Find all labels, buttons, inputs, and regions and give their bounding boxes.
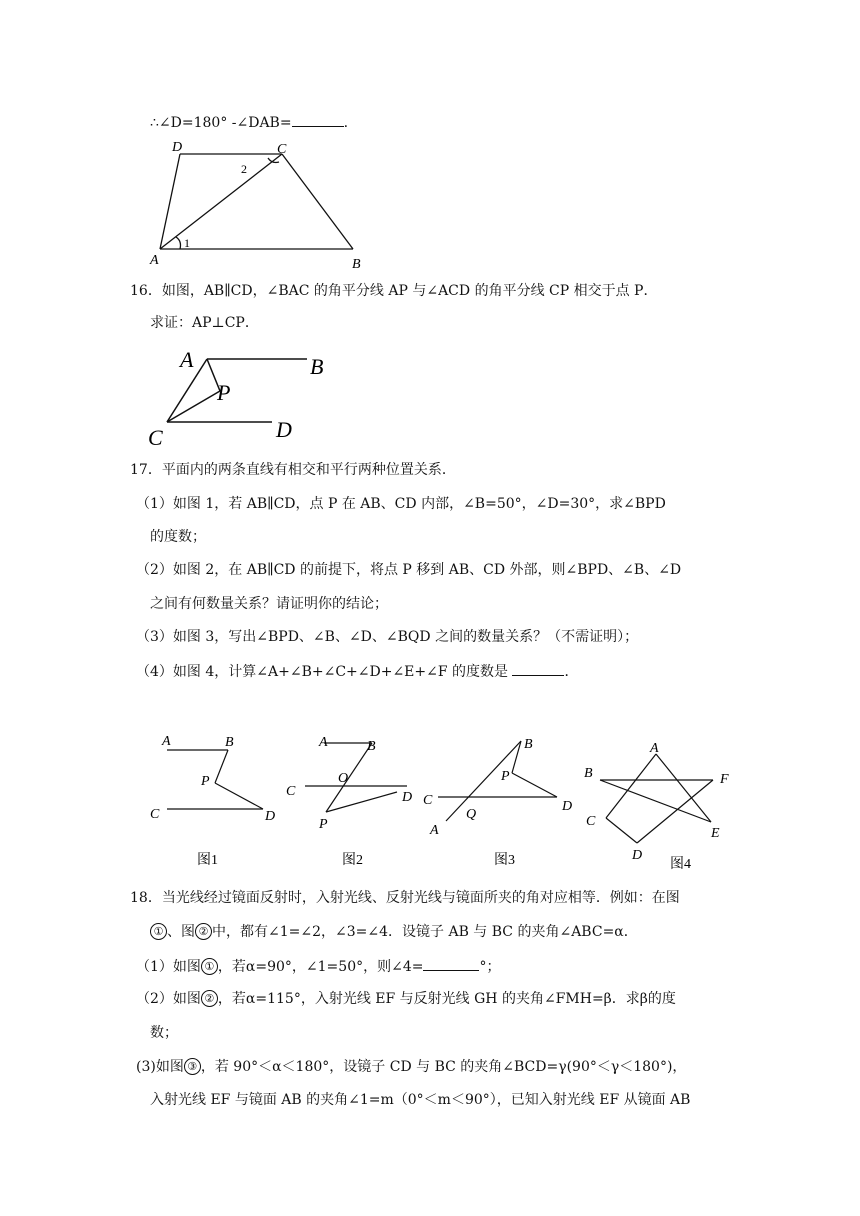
label-D: D [276, 417, 292, 442]
circled-2: ② [201, 990, 218, 1007]
label-C: C [286, 784, 296, 799]
label-A: A [150, 253, 159, 268]
label-A: A [430, 823, 439, 838]
q18-part3: (3)如图 ③ ，若 90°＜α＜180°，设镜子 CD 与 BC 的夹角∠BCD=γ(90°＜γ＜180°)， [136, 1059, 687, 1075]
label-Q: Q [466, 807, 477, 822]
label-B: B [367, 739, 376, 754]
label-D: D [562, 799, 573, 814]
label-C: C [148, 425, 163, 450]
circled-1: ① [201, 958, 218, 975]
caption: 图2 [342, 853, 363, 868]
q17-part1-b: 的度数； [150, 529, 206, 545]
circled-1: ① [150, 923, 167, 940]
q16-proof: 求证：AP⊥CP． [150, 315, 259, 331]
q18-part2: （2）如图 ② ，若α=115°，入射光线 EF 与反射光线 GH 的夹角∠FMH=β．求β的度 [136, 991, 676, 1007]
label-2: 2 [241, 162, 247, 176]
label-E: E [711, 826, 720, 841]
q15-figure [140, 138, 380, 268]
q15-conclusion: ∴∠D=180° -∠DAB= . [150, 112, 348, 133]
label-D: D [172, 140, 183, 155]
caption: 图1 [197, 853, 218, 868]
q17-stem: 17．平面内的两条直线有相交和平行两种位置关系． [130, 462, 456, 478]
circled-3: ③ [184, 1058, 201, 1075]
q18-part1: （1）如图 ① ，若α=90°，∠1=50°，则∠4= °； [136, 956, 500, 977]
q17-part1-a: （1）如图 1，若 AB∥CD，点 P 在 AB、CD 内部，∠B=50°，∠D=30°，求∠BPD [136, 496, 666, 512]
label-D: D [265, 809, 276, 824]
label-A: A [180, 347, 194, 372]
q17-part4: （4）如图 4，计算∠A+∠B+∠C+∠D+∠E+∠F 的度数是 ． [136, 661, 578, 682]
caption: 图3 [494, 853, 515, 868]
label-C: C [423, 793, 433, 808]
label-P: P [319, 817, 328, 832]
label-A: A [319, 735, 328, 750]
label-B: B [352, 257, 361, 268]
label-B: B [310, 354, 324, 379]
label-A: A [162, 734, 171, 749]
label-P: P [201, 774, 210, 789]
label-O: O [338, 771, 349, 786]
circled-2: ② [195, 923, 212, 940]
q17-figure-2 [283, 725, 423, 875]
caption: 图4 [670, 857, 691, 872]
answer-blank[interactable] [512, 661, 564, 676]
q17-part2-b: 之间有何数量关系？请证明你的结论； [150, 596, 388, 612]
answer-blank[interactable] [423, 956, 479, 971]
label-P: P [217, 380, 231, 405]
q17-part3: （3）如图 3，写出∠BPD、∠B、∠D、∠BQD 之间的数量关系？（不需证明）； [136, 629, 639, 645]
label-C: C [277, 142, 287, 157]
label-B: B [584, 766, 593, 781]
q17-figure-3 [420, 725, 580, 875]
q16-stem: 16．如图，AB∥CD，∠BAC 的角平分线 AP 与∠ACD 的角平分线 CP 相交于点 P． [130, 283, 658, 299]
label-B: B [225, 735, 234, 750]
q18-line-2: ① 、图 ② 中，都有∠1=∠2，∠3=∠4．设镜子 AB 与 BC 的夹角∠ABC=α． [150, 922, 638, 942]
q16-figure [140, 340, 340, 450]
answer-blank[interactable] [292, 112, 344, 127]
label-C: C [150, 807, 160, 822]
label-B: B [524, 737, 533, 752]
label-1: 1 [184, 236, 190, 250]
q17-figure-1 [140, 725, 285, 875]
label-F: F [720, 772, 729, 787]
label-D: D [632, 848, 643, 863]
q18-part2-b: 数； [150, 1025, 178, 1041]
q17-part2-a: （2）如图 2，在 AB∥CD 的前提下，将点 P 移到 AB、CD 外部，则∠BPD、∠B、∠D [136, 562, 682, 578]
label-A: A [650, 741, 659, 756]
q18-part3-b: 入射光线 EF 与镜面 AB 的夹角∠1=m（0°＜m＜90°），已知入射光线 EF 从镜面 AB [150, 1092, 691, 1108]
label-P: P [501, 769, 510, 784]
label-C: C [586, 814, 596, 829]
q17-figure-4 [578, 725, 738, 875]
label-D: D [402, 790, 413, 805]
q18-line-1: 18．当光线经过镜面反射时，入射光线、反射光线与镜面所夹的角对应相等．例如：在图 [130, 890, 680, 906]
